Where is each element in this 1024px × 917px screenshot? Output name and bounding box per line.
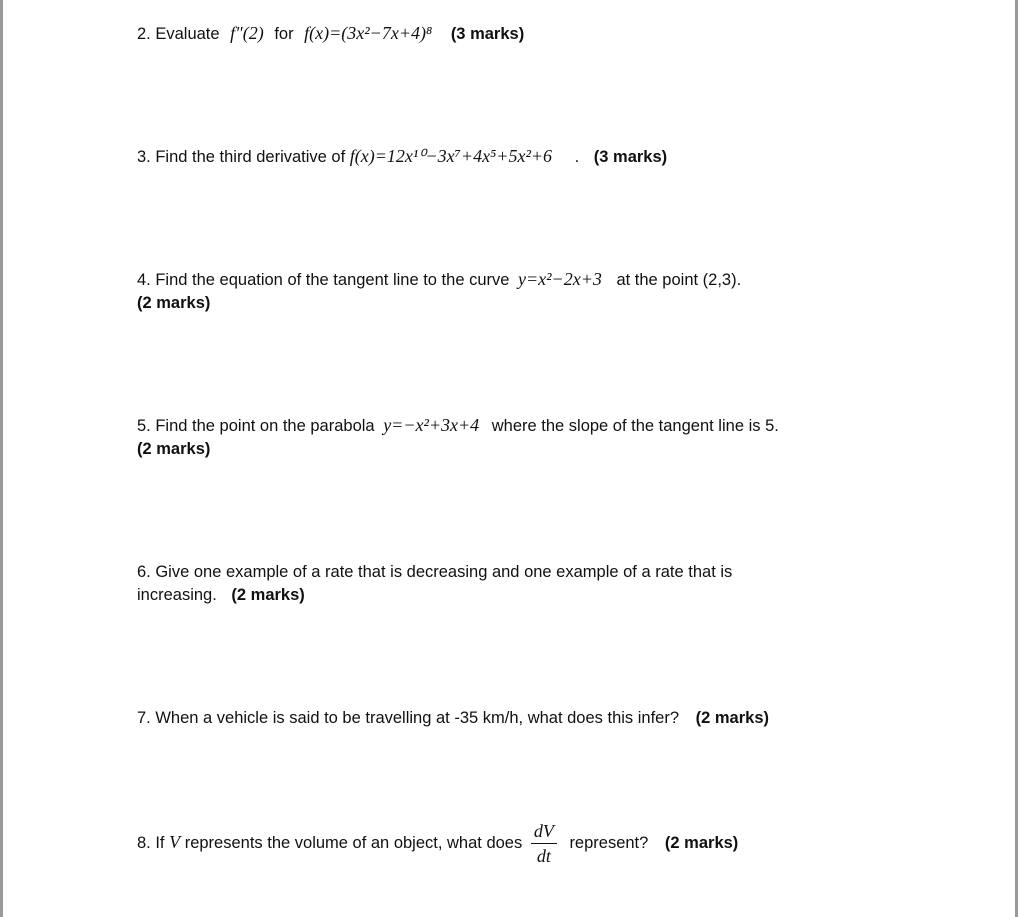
q8-tail: represent? xyxy=(569,834,649,852)
q2-connector: for xyxy=(274,25,294,43)
q8-lead-a: 8. If xyxy=(137,834,165,852)
question-4 xyxy=(137,268,741,315)
question-6 xyxy=(137,561,732,607)
q5-lead: 5. Find the point on the parabola xyxy=(137,417,375,435)
q7-text: 7. When a vehicle is said to be travelling at -35 km/h, what does this infer? xyxy=(137,709,680,727)
question-2 xyxy=(137,22,524,46)
q8-fraction-denominator: dt xyxy=(536,846,551,867)
q3-lead: 3. Find the third derivative of xyxy=(137,148,346,166)
q5-tail: where the slope of the tangent line is 5. xyxy=(491,417,779,435)
q6-marks: (2 marks) xyxy=(231,586,305,604)
q5-function: y=−x²+3x+4 xyxy=(383,415,480,435)
q3-function: f(x)=12x¹⁰−3x⁷+4x⁵+5x²+6 xyxy=(349,146,552,166)
q2-function: f(x)=(3x²−7x+4)⁸ xyxy=(304,23,433,43)
question-5 xyxy=(137,414,779,461)
q2-marks: (3 marks) xyxy=(450,25,525,43)
q2-eval-expr: f"(2) xyxy=(230,23,264,43)
q5-marks: (2 marks) xyxy=(137,440,211,458)
q8-lead-b: represents the volume of an object, what does xyxy=(184,834,523,852)
q7-marks: (2 marks) xyxy=(695,709,769,727)
q6-line2: increasing. xyxy=(137,586,217,604)
q4-marks: (2 marks) xyxy=(137,294,211,312)
question-3 xyxy=(137,145,667,169)
q2-lead: 2. Evaluate xyxy=(137,25,220,43)
q8-fraction xyxy=(531,821,557,866)
q4-function: y=x²−2x+3 xyxy=(518,269,602,289)
q3-marks: (3 marks) xyxy=(593,148,668,166)
q6-line1: 6. Give one example of a rate that is decreasing and one example of a rate that is xyxy=(137,563,733,581)
question-8 xyxy=(137,813,738,872)
q8-variable: V xyxy=(169,832,181,852)
q8-fraction-numerator: dV xyxy=(531,821,557,844)
q8-marks: (2 marks) xyxy=(664,834,739,852)
q4-tail: at the point (2,3). xyxy=(616,271,742,289)
q4-lead: 4. Find the equation of the tangent line to the curve xyxy=(137,271,510,289)
q3-separator: . xyxy=(574,148,580,166)
question-7 xyxy=(137,707,769,730)
